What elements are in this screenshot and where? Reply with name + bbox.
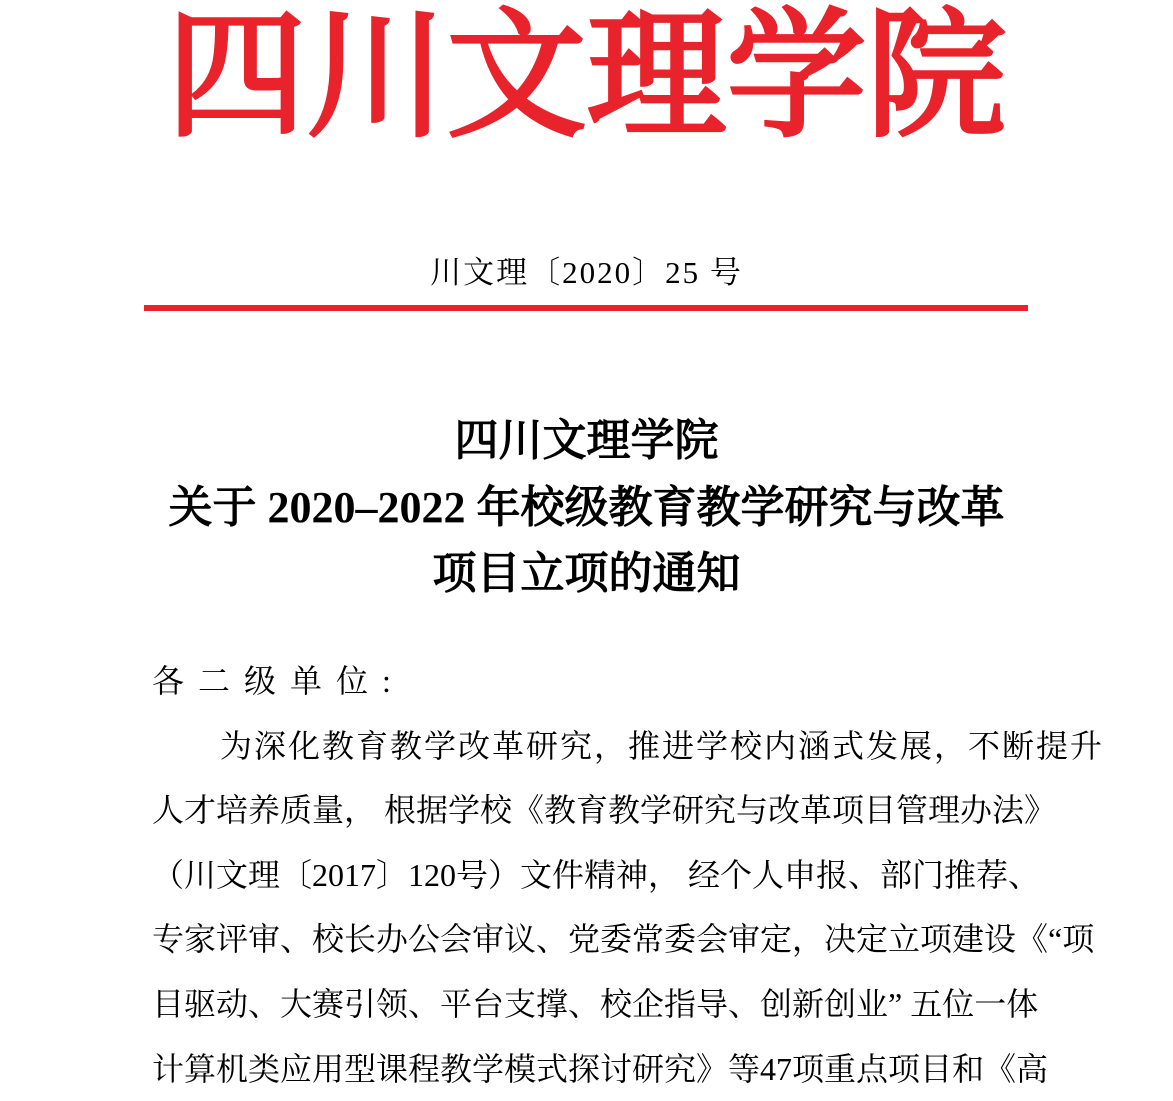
body-paragraph-line: 目驱动、大赛引领、平台支撑、校企指导、创新创业” 五位一体	[152, 985, 1039, 1022]
body-paragraph-line: 人才培养质量， 根据学校《教育教学研究与改革项目管理办法》	[152, 792, 1057, 829]
salutation: 各二级单位:	[152, 663, 405, 699]
body-paragraph-line: （川文理〔2017〕120号）文件精神， 经个人申报、部门推荐、	[152, 856, 1041, 893]
document-body	[152, 649, 1105, 1101]
body-paragraph-line: 为深化教育教学改革研究，推进学校内涵式发展，不断提升	[220, 727, 1105, 764]
body-paragraph-line: 专家评审、校长办公会审议、党委常委会审定，决定立项建设《“项	[152, 921, 1095, 958]
notice-title-line-3: 项目立项的通知	[432, 549, 741, 598]
org-title-red-header: 四川文理学院	[166, 0, 1007, 155]
document-number: 川文理〔2020〕25 号	[430, 255, 743, 290]
notice-title	[0, 408, 1173, 608]
red-separator-rule	[144, 305, 1028, 311]
notice-title-line-2: 关于 2020–2022 年校级教育教学研究与改革	[168, 482, 1005, 532]
body-paragraph-line: 计算机类应用型课程教学模式探讨研究》等47项重点项目和《高	[152, 1050, 1049, 1087]
notice-title-line-1: 四川文理学院	[454, 416, 719, 465]
